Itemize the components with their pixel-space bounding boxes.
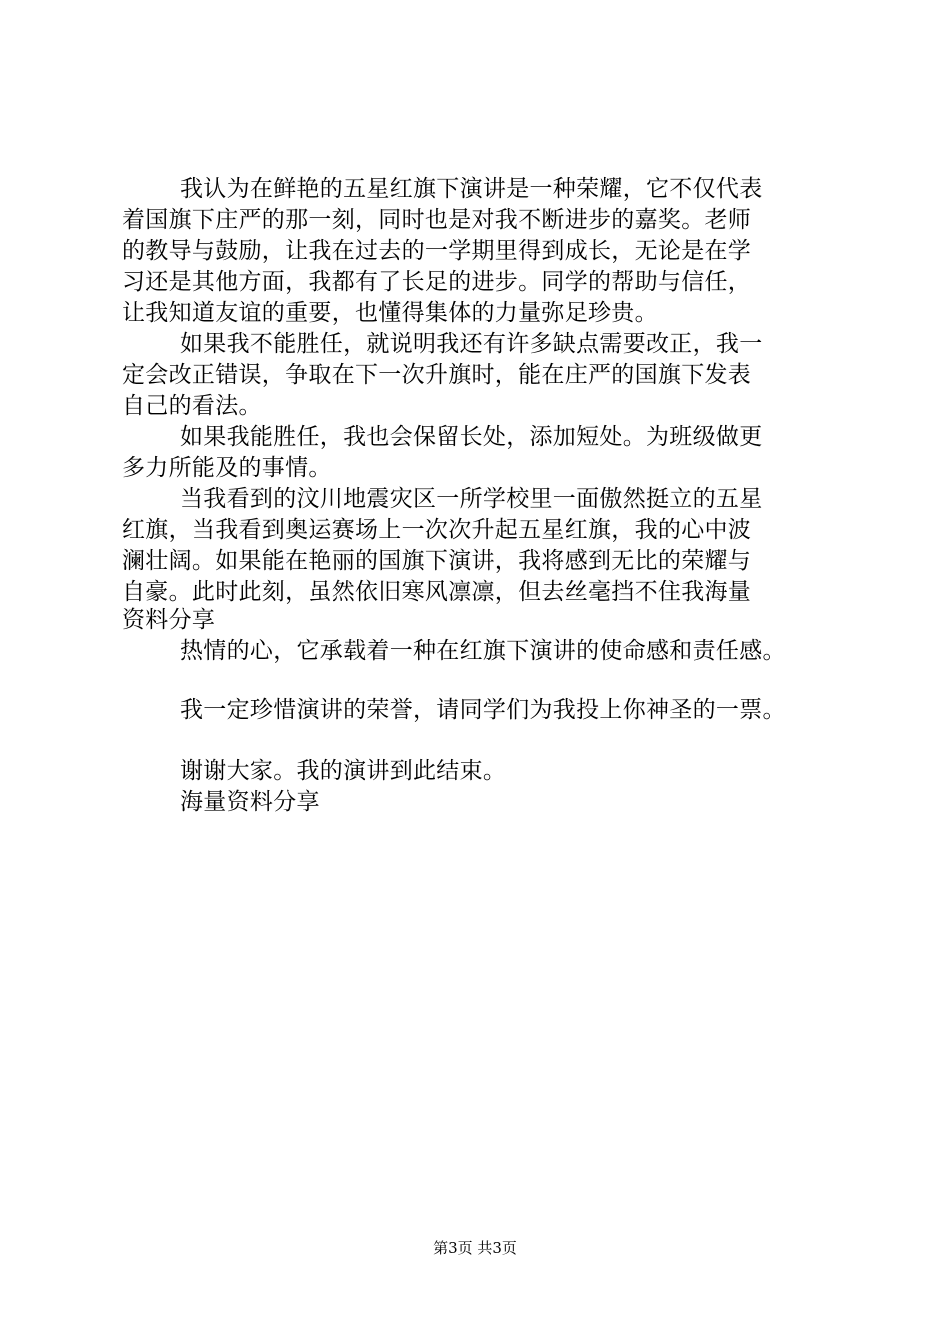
paragraph-4-line-3: 澜壮阔。如果能在艳丽的国旗下演讲，我将感到无比的荣耀与 [122, 548, 752, 574]
page-footer: 第3页 共3页 [433, 1239, 517, 1257]
closing-share-note: 海量资料分享 [180, 789, 320, 815]
paragraph-2-line-2: 定会改正错误，争取在下一次升旗时，能在庄严的国旗下发表 [122, 362, 752, 388]
closing-thanks: 谢谢大家。我的演讲到此结束。 [180, 758, 507, 784]
paragraph-2-line-3: 自己的看法。 [122, 393, 262, 419]
paragraph-2-line-1: 如果我不能胜任，就说明我还有许多缺点需要改正，我一 [180, 331, 763, 357]
paragraph-3-line-1: 如果我能胜任，我也会保留长处，添加短处。为班级做更 [180, 424, 763, 450]
paragraph-4-line-2: 红旗，当我看到奥运赛场上一次次升起五星红旗，我的心中波 [122, 517, 752, 543]
paragraph-4-line-4: 自豪。此时此刻，虽然依旧寒风凛凛，但去丝毫挡不住我海量 [122, 579, 752, 605]
paragraph-3-line-2: 多力所能及的事情。 [122, 455, 332, 481]
paragraph-1-line-3: 的教导与鼓励，让我在过去的一学期里得到成长，无论是在学 [122, 238, 752, 264]
paragraph-1-line-2: 着国旗下庄严的那一刻，同时也是对我不断进步的嘉奖。老师 [122, 207, 752, 233]
paragraph-6-line-1: 我一定珍惜演讲的荣誉，请同学们为我投上你神圣的一票。 [180, 697, 786, 723]
paragraph-1-line-1: 我认为在鲜艳的五星红旗下演讲是一种荣耀，它不仅代表 [180, 176, 763, 202]
paragraph-4-line-5: 资料分享 [122, 607, 216, 633]
paragraph-1-line-4: 习还是其他方面，我都有了长足的进步。同学的帮助与信任， [122, 269, 752, 295]
paragraph-1-line-5: 让我知道友谊的重要，也懂得集体的力量弥足珍贵。 [122, 300, 658, 326]
paragraph-5-line-1: 热情的心，它承载着一种在红旗下演讲的使命感和责任感。 [180, 638, 786, 664]
paragraph-4-line-1: 当我看到的汶川地震灾区一所学校里一面傲然挺立的五星 [180, 486, 763, 512]
